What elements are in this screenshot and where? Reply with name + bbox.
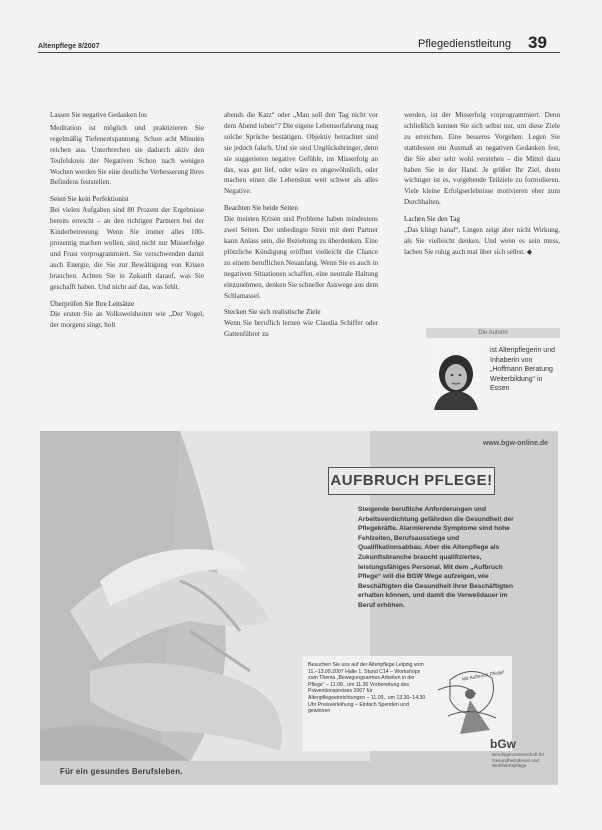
paragraph: Die ersten Sie an Volksweisheiten wie „Der Vogel, der morgens singt, holt (50, 310, 204, 330)
page-number: 39 (528, 33, 547, 52)
section-heading: Überprüfen Sie Ihre Leitsätze (50, 299, 135, 308)
angel-stamp-label: Mit Aufbruch Pflege! (461, 670, 506, 683)
paragraph: Bei vielen Aufgaben sind 80 Prozent der Ergebnisse bereits erreicht – an den richtigen Partnern bei der Kinderbetreuung. Wenn Sie immer alles 100-prozentig machen wollen, sind nicht nur Misserfolge und Frust vorprogrammiert. Sie verschwenden damit auch Energie, die Sie zur Bewältigung von Krisen brauchen. Achten Sie in Zukunft darauf, was Sie geschafft haben. Und nicht auf das, was fehlt. (50, 206, 204, 291)
paragraph: Meditation ist möglich und praktizieren Sie regelmäßig Tiefenentspannung. Schon acht Minuten reichen aus. Unterbrechen sie dadurch aktiv den Teufelskreis der Negativen Schon nach wenigen Wochen werden Sie eine deutliche Verbesserung Ihres Befindens feststellen. (50, 123, 204, 187)
paragraph: werden, ist der Misserfolg vorprogrammiert. Denn schließlich kennen Sie sich selbst nur, um diese Ziele zu erreichen. Eine besseres Vorgehen: Legen Sie stattdessen ein Ausmaß an negativen Gedanken fest, die Sie aber sehr wohl verstehen – die Mittel dazu haben Sie in der Hand. Je größer Ihr Ziel, desto wichtiger ist es, vorgebende Teilziele zu formulieren. Viele kleine Erfolgserlebnisse motivieren eher zum Durchhalten. (404, 111, 560, 207)
ad-title: AUFBRUCH PFLEGE! (328, 467, 495, 495)
issue-label: Altenpflege 8/2007 (38, 43, 100, 50)
author-heading: Die Autorin (426, 328, 560, 338)
bgw-logo-subtitle: Berufsgenossenschaft für Gesundheitsdienst und Wohlfahrtspflege (492, 752, 545, 769)
section-heading: Lachen Sie den Tag (404, 215, 460, 224)
section-heading: Seien Sie kein Perfektionist (50, 195, 129, 204)
paragraph: Lassen Sie negative Gedanken los (50, 111, 147, 119)
author-bio: ist Altenpflegerin und Inhaberin von „Hoffmann Beratung Weiterbildung“ in Essen (490, 347, 555, 392)
section-title: Pflegedienstleitung (418, 38, 511, 50)
article-column-2 (224, 110, 378, 342)
paragraph: abends die Katz“ oder „Man soll den Tag nicht vor dem Abend loben“? Die eigene Lebenserfahrung mag solche Sprüche bestätigen. Objektiv betrachtet sind sie jedoch falsch. Und sie sind Unglücksbringer, denn sie suggerieren negative Gefühle, im Misserfolg an das, was gut lief, oder wäre es ungewöhnlich, oder machen einen die Lebenslust weit schwer als alles Negative. (224, 111, 378, 196)
ad-body-text: Steigende berufliche Anforderungen und Arbeitsverdichtung gefährden die Gesundheit der Pflegekräfte. Alarmierende Symptome sind hohe Fehlzeiten, Berufsausstiege und Qualifikationsabbau. Aber die Altenpflege als Zukunftsbranche braucht qualifiziertes, leistungsfähiges Personal. Mit dem „Aufbruch Pflege“ will die BGW Wege aufzeigen, wie Beschäftigten die Gesundheit ihrer Beschäftigten erhalten können, und damit die Verweildauer im Beruf erhöhen. (358, 506, 514, 609)
section-heading: Beachten Sie beide Seiten (224, 204, 298, 213)
article-column-1 (50, 110, 204, 333)
header-rule (38, 52, 560, 53)
paragraph: Wenn Sie beruflich lernen wie Claudia Schiffer oder Gattenführer zu (224, 319, 378, 339)
bgw-logo: bGw (490, 737, 516, 751)
ad-slogan: Für ein gesundes Berufsleben. (60, 767, 183, 776)
author-photo (426, 344, 486, 410)
ad-info-text: Besuchen Sie uns auf der Altenpflege Leipzig vom 11.–13.09.2007 Halle 1, Stand C14 – Workshops zum Thema „Bewegungsarmes Arbeiten in der Pflege“ – 11.09., um 11.30 Vorbereitung des Präventionspreises 2007 für Altenpflegeeinrichtungen – 11.09., um 13.30–14.30 Uhr Preisverleihung – Einfach Spenden und gewinnen (308, 662, 426, 715)
section-heading: Stecken Sie sich realistische Ziele (224, 308, 321, 317)
paragraph: „Das klingt banal“, Lingen zeigt aber nicht Wirkung, als Sie vielleicht denken. Und wenn es sein muss, lachen Sie ruhig auch mal über sich selbst. ◆ (404, 226, 560, 256)
advertisement (40, 431, 558, 785)
ad-url[interactable]: www.bgw-online.de (482, 440, 548, 447)
article-column-3 (404, 110, 560, 260)
ad-info-box (302, 656, 512, 751)
paragraph: Die meisten Krisen und Probleme haben mindestens zwei Seiten. Der unbedingte Streit mit dem Partner kann Anlass sein, die Beziehung zu überdenken. Eine plötzliche Kündigung eröffnet vielleicht die Chance zu einem beruflichen Neuanfang. Wenn Sie es auch in negativen Situationen schaffen, eine neutrale Haltung einzunehmen, denken Sie schneller Auswege aus dem Schlamassel. (224, 215, 378, 300)
author-box (426, 328, 560, 428)
